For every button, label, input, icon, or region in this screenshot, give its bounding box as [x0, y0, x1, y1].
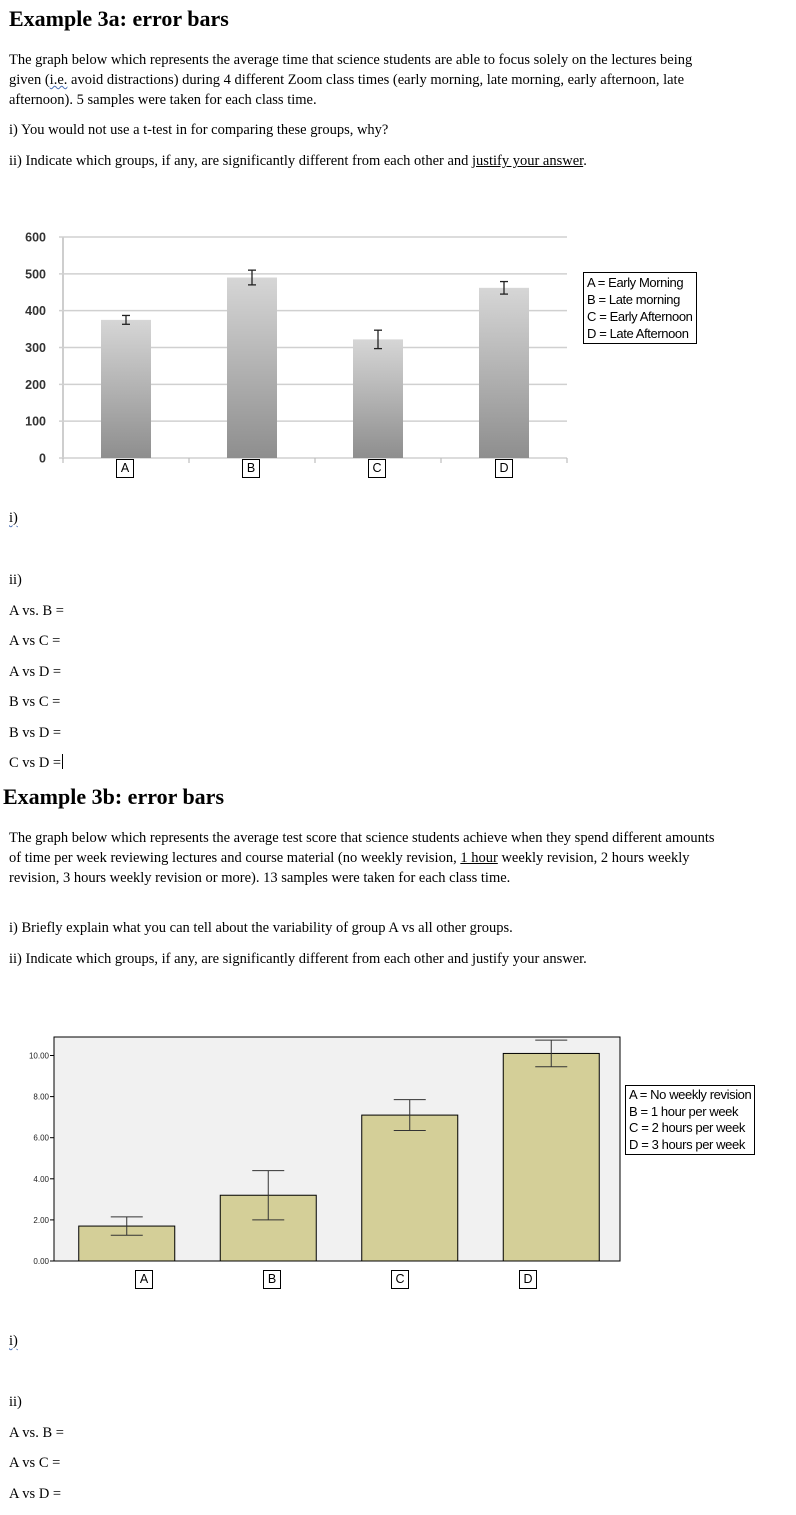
y-tick-label: 6.00	[33, 1133, 49, 1143]
comparison-a-vs-d[interactable]: A vs D =	[9, 664, 62, 680]
y-tick-label: 100	[25, 414, 46, 429]
category-label-d: D	[495, 459, 513, 478]
y-tick-label: 0.00	[33, 1257, 49, 1266]
example-3b-question-i: i) Briefly explain what you can tell about the variability of group A vs all other groups.	[9, 920, 513, 936]
example-3a-paragraph: The graph below which represents the average time that science students are able to focus solely on the lectures being given (i.e. avoid distractions) during 4 different Zoom class times (early morning, late morning, early afternoon, late afternoon). 5 samples were taken for each class time.	[9, 52, 693, 108]
example-3b-title: Example 3b: error bars	[3, 784, 224, 809]
legend-item: C = Early Afternoon	[587, 309, 693, 324]
legend-item: D = 3 hours per week	[629, 1136, 745, 1152]
y-tick-label: 400	[25, 304, 46, 319]
y-tick-label: 2.00	[33, 1215, 49, 1225]
comparison-a-vs-c[interactable]: A vs C =	[9, 633, 61, 649]
chart-3a	[0, 222, 580, 467]
ie-abbreviation: i.e.	[49, 72, 68, 88]
bar	[503, 1053, 599, 1261]
bar	[227, 278, 277, 458]
y-tick-label: 500	[25, 267, 46, 282]
y-tick-label: 8.00	[33, 1092, 49, 1102]
chart-3a-legend	[583, 272, 697, 344]
y-tick-label: 200	[25, 377, 46, 392]
legend-item: C = 2 hours per week	[629, 1120, 745, 1135]
chart-3b-legend	[625, 1085, 755, 1155]
category-label-a: A	[116, 459, 134, 478]
y-tick-label: 600	[25, 230, 46, 245]
y-tick-label: 300	[25, 341, 46, 355]
legend-item: B = Late morning	[587, 292, 680, 307]
comparison-a-vs-b[interactable]: A vs. B =	[9, 603, 64, 619]
answer-i-label: i)	[9, 1333, 18, 1349]
answer-ii-label: ii)	[9, 1394, 22, 1410]
category-label-b: B	[242, 459, 260, 478]
legend-item: D = Late Afternoon	[587, 326, 689, 341]
y-tick-label: 0	[39, 451, 46, 466]
chart-3b	[0, 1030, 630, 1270]
y-tick-label: 4.00	[33, 1174, 49, 1184]
legend-item: B = 1 hour per week	[629, 1103, 739, 1119]
text-cursor	[62, 754, 63, 769]
example-3b-paragraph: The graph below which represents the average test score that science students achieve when they spend different amounts of time per week reviewing lectures and course material (no weekly revision, 1 hour weekly revision, 2 hours weekly revision, 3 hours weekly revision or more). 13 samples were taken for each class time.	[9, 830, 715, 886]
bar	[101, 320, 151, 458]
category-label-c: C	[368, 459, 386, 478]
y-tick-label: 10.00	[28, 1051, 49, 1061]
comparison-b-vs-d[interactable]: B vs D =	[9, 725, 62, 741]
answer-ii-label: ii)	[9, 572, 22, 588]
bar	[479, 288, 529, 458]
answer-i-label: i)	[9, 510, 18, 526]
example-3a-question-i: i) You would not use a t-test in for comparing these groups, why?	[9, 122, 389, 138]
legend-item: A = No weekly revision	[629, 1087, 752, 1102]
category-label-c: C	[391, 1270, 409, 1289]
example-3b-question-ii: ii) Indicate which groups, if any, are significantly different from each other and justify your answer.	[9, 951, 587, 967]
example-3a-title: Example 3a: error bars	[9, 6, 229, 31]
bar	[353, 339, 403, 458]
category-label-a: A	[135, 1270, 153, 1289]
comparison-a-vs-d[interactable]: A vs D =	[9, 1486, 62, 1502]
category-label-d: D	[519, 1270, 537, 1289]
comparison-a-vs-b[interactable]: A vs. B =	[9, 1425, 64, 1441]
comparison-c-vs-d[interactable]: C vs D =	[9, 755, 62, 771]
comparison-b-vs-c[interactable]: B vs C =	[9, 694, 61, 710]
comparison-a-vs-c[interactable]: A vs C =	[9, 1455, 61, 1471]
legend-item: A = Early Morning	[587, 275, 684, 290]
bar	[362, 1115, 458, 1261]
example-3a-question-ii: ii) Indicate which groups, if any, are significantly different from each other and justify your answer.	[9, 153, 587, 169]
category-label-b: B	[263, 1270, 281, 1289]
